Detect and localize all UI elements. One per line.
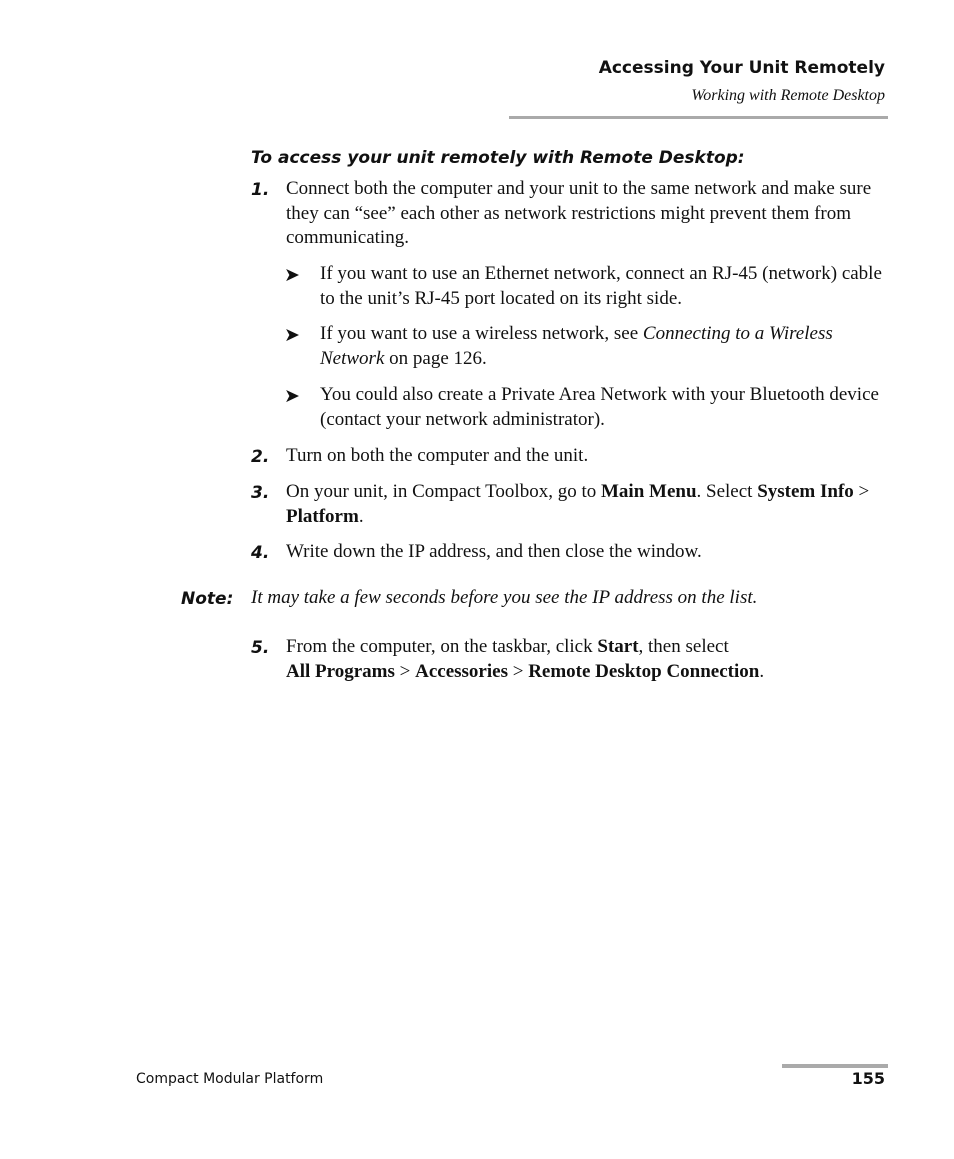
menu-path-accessories: Accessories xyxy=(415,660,508,682)
note-label: Note: xyxy=(181,589,234,609)
procedure-title: To access your unit remotely with Remote Desktop: xyxy=(251,148,745,168)
menu-path-remote-desktop-connection: Remote Desktop Connection xyxy=(528,660,760,682)
bullet-arrow-icon: ➤ xyxy=(284,386,300,407)
bullet-arrow-icon: ➤ xyxy=(284,325,300,346)
note-text: It may take a few seconds before you see the IP address on the list. xyxy=(251,587,758,608)
step-number: 3. xyxy=(251,483,270,503)
bullet-text: If you want to use an Ethernet network, connect an RJ-45 (network) cable to the unit’s RJ-45 port located on its right side. xyxy=(320,263,882,309)
page-number: 155 xyxy=(851,1069,885,1088)
menu-path-all-programs: All Programs xyxy=(286,660,395,682)
footer-rule xyxy=(782,1064,888,1068)
bullet-text-after: on page 126. xyxy=(384,347,487,369)
menu-path-platform: Platform xyxy=(286,505,359,527)
step-text xyxy=(286,635,886,684)
footer-product-name: Compact Modular Platform xyxy=(136,1071,324,1087)
step-number: 2. xyxy=(251,447,270,467)
step-text: Write down the IP address, and then close the window. xyxy=(286,541,702,562)
running-header-subtitle: Working with Remote Desktop xyxy=(691,87,885,104)
menu-path-start: Start xyxy=(597,636,639,657)
menu-path-main-menu: Main Menu xyxy=(600,481,697,502)
running-header-title: Accessing Your Unit Remotely xyxy=(598,58,885,78)
bullet-arrow-icon: ➤ xyxy=(284,265,300,286)
bullet-text xyxy=(320,322,890,371)
step-number: 4. xyxy=(251,543,270,563)
step-number: 1. xyxy=(251,180,270,200)
cross-reference-link[interactable]: Connecting to a Wireless Network xyxy=(320,323,833,369)
menu-path-system-info: System Info xyxy=(757,481,854,502)
bullet-text-before: If you want to use a wireless network, see xyxy=(320,323,643,344)
step-text: Turn on both the computer and the unit. xyxy=(286,445,589,466)
step-text-line: From the computer, on the taskbar, click Start, then select xyxy=(286,636,729,657)
header-rule xyxy=(509,116,888,119)
step-text-line: All Programs > Accessories > Remote Desktop Connection. xyxy=(286,660,765,682)
step-text: On your unit, in Compact Toolbox, go to Main Menu. Select System Info > Platform. xyxy=(286,481,870,527)
step-number: 5. xyxy=(251,638,270,658)
bullet-text: You could also create a Private Area Network with your Bluetooth device (contact your network administrator). xyxy=(320,384,879,430)
step-text: Connect both the computer and your unit to the same network and make sure they can “see” each other as network restrictions might prevent them from communicating. xyxy=(286,178,872,248)
